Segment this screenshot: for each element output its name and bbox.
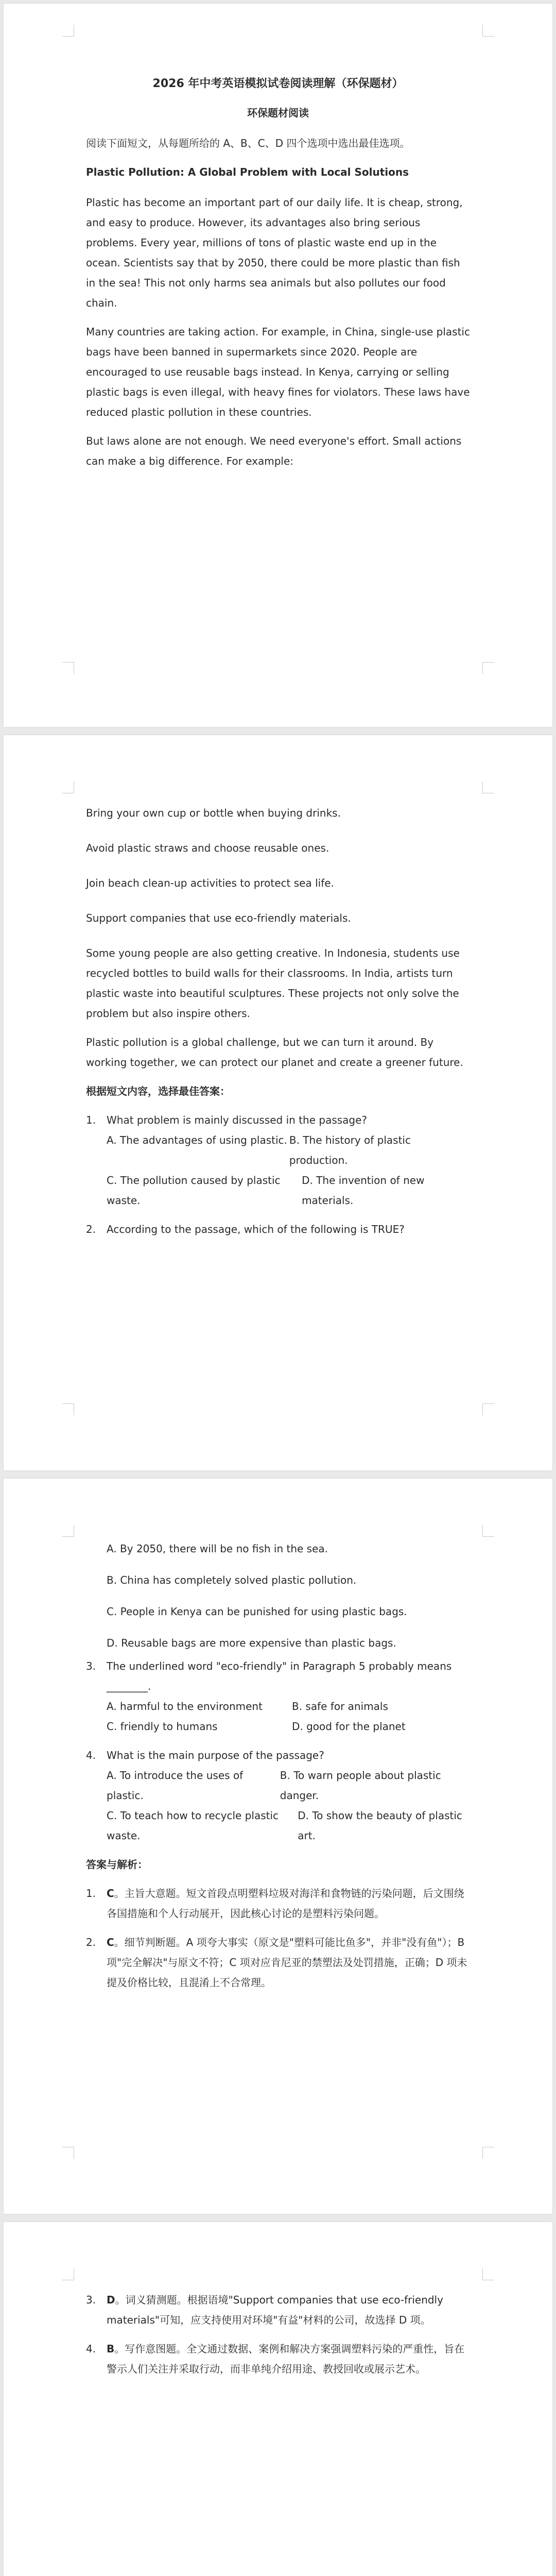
instruction-text: 阅读下面短文，从每题所给的 A、B、C、D 四个选项中选出最佳选项。: [86, 137, 410, 149]
question-number: 3.: [86, 1660, 96, 1672]
option-b: B. China has completely solved plastic pollution.: [107, 1574, 357, 1586]
crop-mark: [482, 1403, 494, 1415]
document-subtitle: 环保题材阅读: [247, 107, 309, 119]
option-a: A. harmful to the environment: [107, 1700, 263, 1713]
answer-number: 3.: [86, 2294, 96, 2306]
question-item: [86, 1745, 470, 1846]
answer-number: 4.: [86, 2343, 96, 2355]
answer-number: 2.: [86, 1936, 96, 1948]
tip-item: Avoid plastic straws and choose reusable ones.: [86, 842, 329, 854]
tip-item: Support companies that use eco-friendly materials.: [86, 912, 351, 924]
answer-item: [86, 2339, 470, 2379]
question-number: 1.: [86, 1114, 96, 1126]
question-item: [86, 1656, 470, 1737]
answer-key: C: [107, 1936, 114, 1948]
answer-explanation: 。细节判断题。A 项夸大事实（原文是"塑料可能比鱼多"，并非"没有鱼"）；B 项"完全解决"与原文不符；C 项对应肯尼亚的禁塑法及处罚措施，正确；D 项未提及价格比较，且混淆上不合常理。: [107, 1936, 467, 1989]
answer-explanation: 。主旨大意题。短文首段点明塑料垃圾对海洋和食物链的污染问题，后文围绕各国措施和个人行动展开，因此核心讨论的是塑料污染问题。: [107, 1887, 464, 1920]
crop-mark: [482, 2268, 494, 2280]
option-c: C. People in Kenya can be punished for using plastic bags.: [107, 1605, 407, 1618]
crop-mark: [62, 25, 74, 37]
passage-paragraph: Some young people are also getting creative. In Indonesia, students use recycled bottles to build walls for their classrooms. In India, artists turn plastic waste into beautiful sculptures. These projects not only solve the problem but also inspire others.: [86, 947, 460, 1020]
answer-number: 1.: [86, 1887, 96, 1900]
crop-mark: [482, 2147, 494, 2159]
option-a: A. The advantages of using plastic.: [107, 1134, 287, 1146]
answer-explanation: 。词义猜测题。根据语境"Support companies that use eco-friendly materials"可知，应支持使用对环境"有益"材料的公司，故选择 D 项。: [107, 2294, 443, 2326]
option-b: B. To warn people about plastic danger.: [280, 1769, 441, 1802]
passage-paragraph: Plastic has become an important part of our daily life. It is cheap, strong, and easy to produce. However, its advantages also bring serious problems. Every year, millions of tons of plastic waste end up in the ocean. Scientists say that by 2050, there could be more plastic than fish in the sea! This not only harms sea animals but also pollutes our food chain.: [86, 196, 463, 309]
passage-title: Plastic Pollution: A Global Problem with Local Solutions: [86, 166, 409, 178]
tip-item: Bring your own cup or bottle when buying drinks.: [86, 807, 341, 819]
crop-mark: [62, 662, 74, 674]
option-d: D. good for the planet: [292, 1720, 406, 1733]
crop-mark: [482, 782, 494, 793]
document-page-2: [4, 735, 552, 1470]
crop-mark: [62, 2147, 74, 2159]
option-c: C. The pollution caused by plastic waste.: [107, 1174, 281, 1207]
crop-mark: [482, 662, 494, 674]
answer-item: [86, 2290, 470, 2330]
question-stem: What problem is mainly discussed in the passage?: [107, 1114, 368, 1126]
crop-mark: [62, 1525, 74, 1537]
crop-mark: [62, 1403, 74, 1415]
document-page-1: [4, 4, 552, 727]
option-d: D. Reusable bags are more expensive than plastic bags.: [107, 1637, 396, 1649]
option-d: D. To show the beauty of plastic art.: [298, 1809, 462, 1842]
option-a: A. By 2050, there will be no fish in the sea.: [107, 1543, 328, 1555]
option-b: B. safe for animals: [292, 1700, 388, 1713]
answer-key: B: [107, 2343, 115, 2355]
tip-item: Join beach clean-up activities to protect sea life.: [86, 877, 334, 889]
crop-mark: [62, 782, 74, 793]
answer-explanation: 。写作意图题。全文通过数据、案例和解决方案强调塑料污染的严重性，旨在警示人们关注并采取行动，而非单纯介绍用途、教授回收或展示艺术。: [107, 2343, 465, 2375]
questions-heading: 根据短文内容，选择最佳答案：: [86, 1085, 230, 1097]
question-item: [86, 1219, 470, 1240]
question-stem: The underlined word "eco-friendly" in Paragraph 5 probably means ________.: [107, 1660, 452, 1692]
question-number: 4.: [86, 1749, 96, 1761]
answer-key: C: [107, 1887, 114, 1900]
answers-heading: 答案与解析：: [86, 1858, 148, 1871]
option-b: B. The history of plastic production.: [289, 1134, 411, 1166]
question-item: [86, 1110, 470, 1211]
option-c: C. To teach how to recycle plastic waste.: [107, 1809, 279, 1842]
passage-paragraph: But laws alone are not enough. We need everyone's effort. Small actions can make a big difference. For example:: [86, 435, 462, 467]
option-c: C. friendly to humans: [107, 1720, 218, 1733]
document-title: 2026 年中考英语模拟试卷阅读理解（环保题材）: [152, 77, 404, 90]
answer-key: D: [107, 2294, 115, 2306]
document-page-3: [4, 1479, 552, 2214]
crop-mark: [62, 2268, 74, 2280]
crop-mark: [482, 1525, 494, 1537]
question-stem: According to the passage, which of the following is TRUE?: [107, 1223, 405, 1235]
crop-mark: [482, 25, 494, 37]
question-options-continued: [86, 1539, 470, 1653]
passage-paragraph: Many countries are taking action. For example, in China, single-use plastic bags have been banned in supermarkets since 2020. People are encouraged to use reusable bags instead. In Kenya, carrying or selling plastic bags is even illegal, with heavy fines for violators. These laws have reduced plastic pollution in these countries.: [86, 326, 470, 418]
option-a: A. To introduce the uses of plastic.: [107, 1769, 244, 1802]
answer-item: [86, 1933, 470, 1993]
answer-item: [86, 1884, 470, 1924]
option-d: D. The invention of new materials.: [302, 1174, 425, 1207]
document-page-4: [4, 2222, 552, 2576]
question-stem: What is the main purpose of the passage?: [107, 1749, 324, 1761]
question-number: 2.: [86, 1223, 96, 1235]
passage-paragraph: Plastic pollution is a global challenge, but we can turn it around. By working together, we can protect our planet and create a greener future.: [86, 1036, 463, 1069]
